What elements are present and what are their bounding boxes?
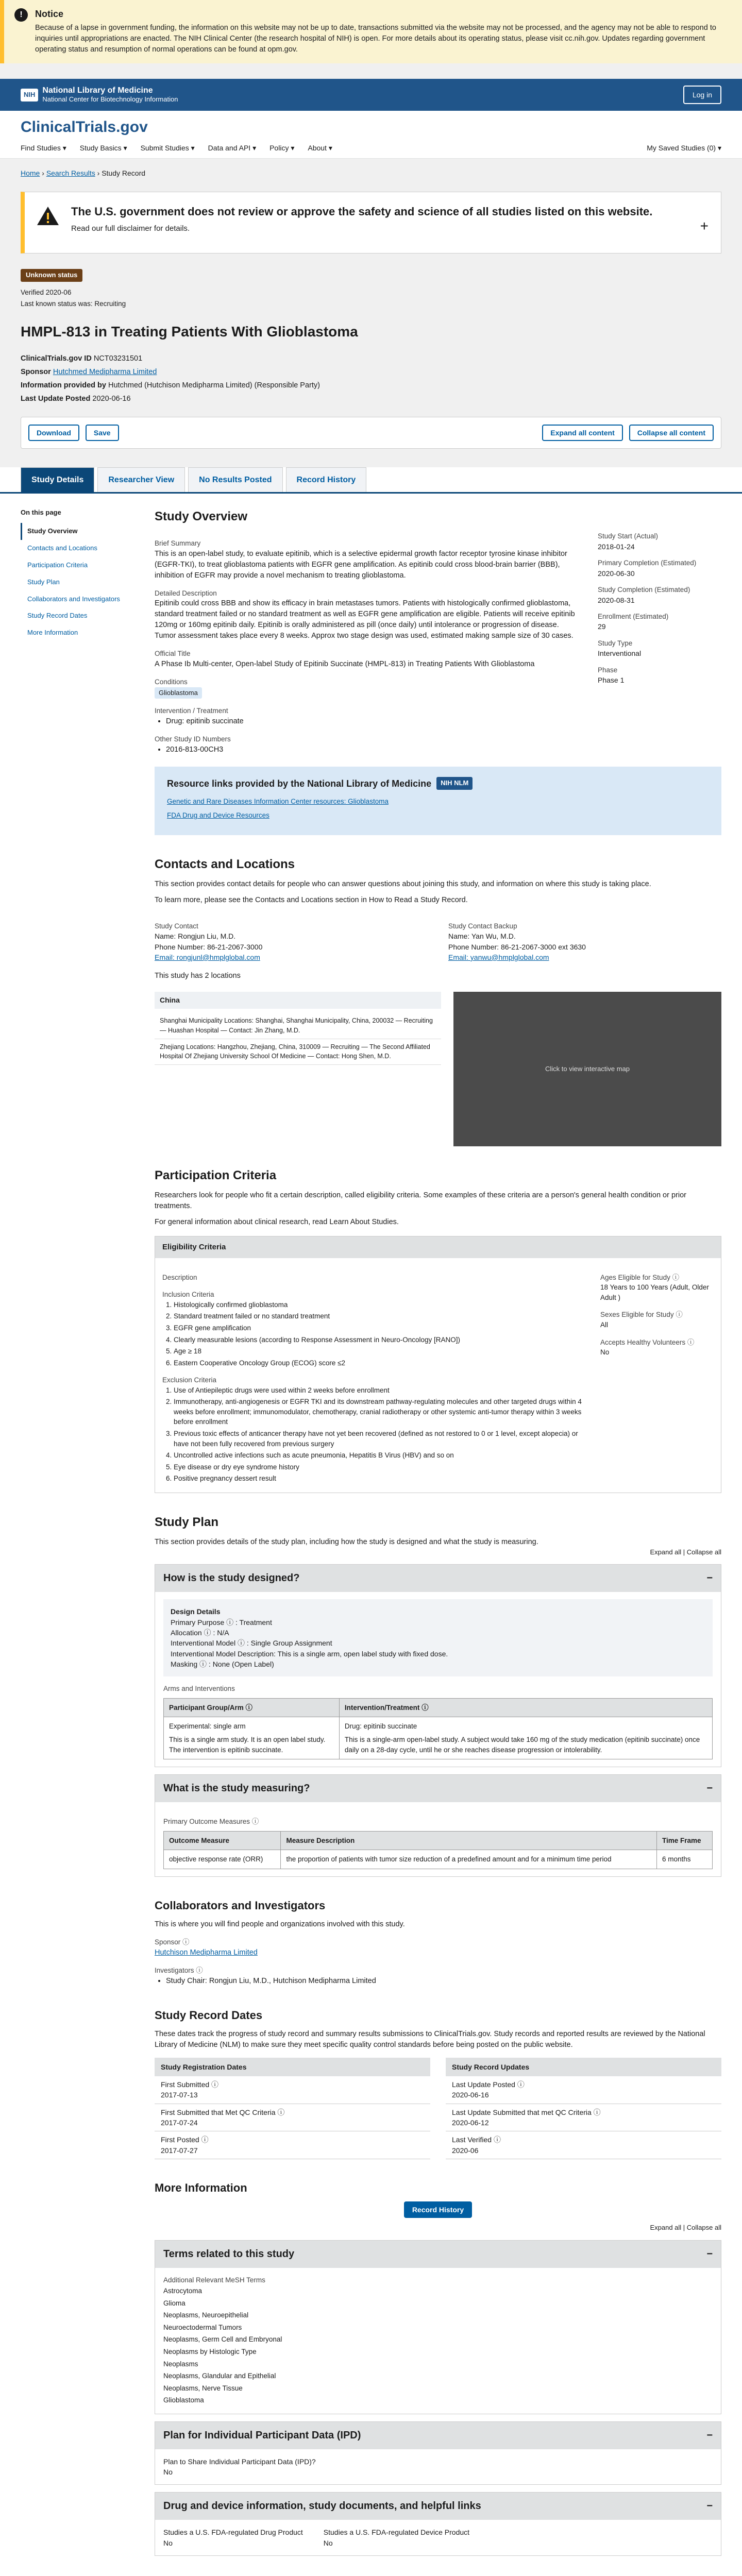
description-header: Measure Description [281, 1831, 657, 1850]
update-dates [446, 2058, 721, 2159]
last-update-value: 2020-06-16 [92, 395, 131, 403]
expand-icon[interactable]: + [700, 218, 709, 234]
description-cell: the proportion of patients with tumor size reduction of a predefined amount and for a minimum time period [281, 1850, 657, 1869]
site-brand[interactable]: ClinicalTrials.gov [21, 118, 148, 136]
side-value: Interventional [598, 649, 642, 658]
saved-studies-link[interactable]: My Saved Studies (0) ▾ [647, 143, 721, 152]
intervention-label: Intervention / Treatment [155, 707, 228, 715]
fda-drug-value: No [163, 2538, 173, 2547]
list-item: 5. Eye disease or dry eye syndrome history [174, 1462, 585, 1472]
detailed-description: Epitinib could cross BBB and show its efficacy in brain metastases tumors. Patients with histologically confirmed glioblastoma, standard treatment failed or no standard treatment as well as EGFR gene amplification are eligible. Patients will receive epitinib 120mg or 160mg epitinib daily. Epitinib is orally administered as pill (once daily) until intolerance or progression of disease. Tumor assessment takes place every 8 weeks. Approx two stage design was used, estimated making sample size of 30 cases. [155, 599, 575, 640]
side-label: Phase [598, 666, 618, 674]
page-title: HMPL-813 in Treating Patients With Glioblastoma [21, 324, 358, 340]
info-value: Hutchmed (Hutchison Medipharma Limited) (Responsible Party) [108, 381, 320, 390]
design-details-title: Design Details [171, 1607, 221, 1616]
collab-sponsor-label: Sponsor ⓘ [155, 1938, 190, 1946]
list-item: Glioma [163, 2299, 185, 2307]
plan-expand-links[interactable]: Expand all | Collapse all [650, 1548, 721, 1556]
participation-criteria [155, 1167, 721, 1493]
list-item: Astrocytoma [163, 2287, 203, 2295]
breadcrumb-search[interactable]: Search Results [46, 168, 95, 177]
inclusion-list [162, 1300, 585, 1368]
detail-label: Detailed Description [155, 589, 217, 597]
record-tabs [0, 467, 742, 494]
study-overview [155, 508, 721, 835]
intervention-name: Drug: epitinib succinate [344, 1722, 417, 1731]
info-label: Information provided by [21, 381, 106, 390]
side-value: 2020-08-31 [598, 596, 635, 604]
date-value: 2017-07-24 [161, 2118, 198, 2127]
record-header [0, 253, 742, 405]
collapse-icon[interactable]: − [706, 2248, 713, 2260]
arms-header: Participant Group/Arm ⓘ [164, 1698, 340, 1717]
more-information [155, 2180, 721, 2556]
design-details [163, 1599, 713, 1676]
conditions-label: Conditions [155, 678, 188, 686]
intervention-item: • Drug: epitinib succinate [166, 716, 577, 727]
more-heading: More Information [155, 2181, 247, 2194]
contact-backup-name: Name: Yan Wu, M.D. [448, 932, 516, 941]
terms-question: Terms related to this study [163, 2248, 295, 2260]
disclaimer-alert [21, 192, 721, 253]
updates-title: Study Record Updates [446, 2058, 721, 2076]
ipd-value: No [163, 2468, 173, 2477]
official-title-label: Official Title [155, 650, 191, 658]
contact-backup-label: Study Contact Backup [448, 922, 517, 930]
criteria-intro: Researchers look for people who fit a certain description, called eligibility criteria. Some examples of these criteria are a person's general health condition or prior treatments. [155, 1191, 686, 1210]
list-item: 2. Immunotherapy, anti-angiogenesis or EGFR TKI and its downstream pathway-regulating molecules and other targeted drugs within 4 weeks before enrollment; immunomodulator, chemotherapy, cranial radiotherapy or other systemic anti-tumor therapy within 3 weeks before enrollment [174, 1397, 585, 1427]
expand-all-button[interactable]: Expand all content [542, 425, 622, 441]
collab-heading: Collaborators and Investigators [155, 1899, 326, 1912]
drug-accordion[interactable] [155, 2492, 721, 2556]
desc-label: Description [162, 1273, 197, 1281]
design-item: Interventional Model Description: This is a single arm, open label study with fixed dose. [171, 1649, 448, 1658]
terms-accordion[interactable] [155, 2240, 721, 2414]
last-update-label: Last Update Posted [21, 395, 91, 403]
fda-drug-label: Studies a U.S. FDA-regulated Drug Product [163, 2528, 303, 2537]
nct-id: NCT03231501 [93, 354, 143, 363]
contact-email[interactable]: Email: rongjunl@hmplglobal.com [155, 953, 260, 961]
list-item: Glioblastoma [163, 2396, 204, 2404]
arm-name: Experimental: single arm [169, 1722, 246, 1731]
timeframe-header: Time Frame [656, 1831, 712, 1850]
collab-intro: This is where you will find people and organizations involved with this study. [155, 1920, 405, 1928]
sponsor-link[interactable]: Hutchmed Medipharma Limited [53, 367, 157, 376]
eligibility-title: Eligibility Criteria [155, 1236, 721, 1258]
sponsor-label: Sponsor [21, 367, 51, 376]
list-item: Neoplasms, Neuroepithelial [163, 2311, 249, 2319]
breadcrumb-current: Study Record [102, 168, 146, 177]
overview-sidebar [598, 531, 721, 755]
date-label: Last Update Posted ⓘ [452, 2080, 525, 2089]
side-value: 2020-06-30 [598, 569, 635, 578]
contact-backup-phone: Phone Number: 86-21-2067-3000 ext 3630 [448, 942, 586, 951]
list-item: 1. Histologically confirmed glioblastoma [174, 1300, 585, 1310]
side-value: Phase 1 [598, 676, 625, 685]
brief-label: Brief Summary [155, 539, 201, 548]
registration-dates [155, 2058, 430, 2159]
condition-chip[interactable]: Glioblastoma [155, 687, 202, 699]
date-value: 2020-06-12 [452, 2118, 489, 2127]
verified-date: Verified 2020-06 [21, 289, 72, 297]
fda-device-label: Studies a U.S. FDA-regulated Device Product [323, 2528, 470, 2537]
known-status: Last known status was: Recruiting [21, 299, 126, 308]
list-item: Neoplasms [163, 2360, 198, 2368]
more-expand-links[interactable]: Expand all | Collapse all [650, 2223, 721, 2231]
nav-about[interactable]: About ▾ [308, 143, 332, 152]
side-label: Enrollment (Estimated) [598, 612, 669, 620]
official-title: A Phase Ib Multi-center, Open-label Study of Epitinib Succinate (HMPL-813) in Treating Patients With Glioblastoma [155, 660, 535, 669]
nih-badge: NIH [21, 89, 38, 101]
nav-plan[interactable]: Study Plan [27, 578, 60, 586]
sexes-label: Sexes Eligible for Study ⓘ [600, 1311, 683, 1319]
disclaimer-text: Read our full disclaimer for details. [71, 224, 190, 233]
action-bar [21, 417, 721, 449]
investigators-label: Investigators ⓘ [155, 1967, 203, 1975]
list-item: 4. Clearly measurable lesions (according to Response Assessment in Neuro-Oncology [RANO]) [174, 1335, 585, 1345]
nlm-subtitle: National Center for Biotechnology Information [42, 95, 178, 103]
list-item: Neoplasms, Nerve Tissue [163, 2384, 243, 2392]
measure-accordion[interactable] [155, 1774, 721, 1877]
measure-question: What is the study measuring? [163, 1783, 310, 1794]
resources-title: Resource links provided by the National Library of Medicine [167, 778, 432, 789]
contacts-learn: To learn more, please see the Contacts and Locations section in How to Read a Study Record. [155, 895, 468, 904]
mesh-list [163, 2285, 713, 2406]
nlm-resources [155, 767, 721, 835]
design-item: Interventional Model ⓘ : Single Group Assignment [171, 1639, 332, 1648]
table-row [164, 1850, 713, 1869]
exclusion-label: Exclusion Criteria [162, 1376, 217, 1384]
list-item: 6. Eastern Cooperative Oncology Group (ECOG) score ≤2 [174, 1358, 585, 1368]
location-list [155, 992, 441, 1146]
save-button[interactable]: Save [86, 425, 119, 441]
location-count: This study has 2 locations [155, 972, 241, 980]
date-label: First Submitted ⓘ [161, 2080, 219, 2089]
info-icon: ! [14, 8, 28, 22]
side-label: Primary Completion (Estimated) [598, 559, 697, 567]
side-label: Study Start (Actual) [598, 532, 659, 540]
nlm-title: National Library of Medicine [42, 86, 153, 95]
inclusion-label: Inclusion Criteria [162, 1291, 214, 1299]
other-id-label: Other Study ID Numbers [155, 735, 231, 743]
volunteers-value: No [600, 1348, 610, 1357]
outcome-header: Outcome Measure [164, 1831, 281, 1850]
table-row [164, 1717, 713, 1759]
eligibility-box [155, 1236, 721, 1493]
outcome-cell: objective response rate (ORR) [164, 1850, 281, 1869]
plan-intro: This section provides details of the study plan, including how the study is designed and what the study is measuring. [155, 1537, 538, 1546]
drug-question: Drug and device information, study documents, and helpful links [163, 2500, 481, 2512]
list-item: 1. Use of Antiepileptic drugs were used within 2 weeks before enrollment [174, 1385, 585, 1396]
sexes-value: All [600, 1320, 609, 1329]
collapse-icon[interactable]: − [706, 1572, 713, 1584]
warning-icon [36, 206, 60, 226]
dates-intro: These dates track the progress of study record and summary results submissions to ClinicalTrials.gov. Study records and reported results are reviewed by the National Library of Medicine (NLM) to make sure they meet specific quality control standards before being posted on the public website. [155, 2029, 705, 2049]
ages-value: 18 Years to 100 Years (Adult, Older Adult ) [600, 1283, 709, 1301]
breadcrumb-home[interactable]: Home [21, 168, 40, 177]
arm-description: This is a single arm study. It is an open label study. The intervention is epitinib succinate. [169, 1735, 326, 1754]
intervention-description: This is a single-arm open-label study. A subject would take 160 mg of the study medication (epitinib succinate) once daily on a 28-day cycle, until he or she reaches disease progression or intolerability. [344, 1735, 700, 1754]
nav-study-basics[interactable]: Study Basics ▾ [79, 143, 127, 152]
design-item: Masking ⓘ : None (Open Label) [171, 1659, 274, 1668]
top-nav [21, 139, 721, 158]
list-item: 5. Age ≥ 18 [174, 1346, 585, 1357]
criteria-learn: For general information about clinical research, read Learn About Studies. [155, 1217, 399, 1226]
study-plan [155, 1514, 721, 1877]
nav-policy[interactable]: Policy ▾ [269, 143, 295, 152]
nav-submit-studies[interactable]: Submit Studies ▾ [140, 143, 195, 152]
main-content [0, 494, 742, 2576]
dates-heading: Study Record Dates [155, 2008, 263, 2022]
exclusion-list [162, 1385, 585, 1484]
plan-heading: Study Plan [155, 1515, 219, 1529]
nav-contacts[interactable]: Contacts and Locations [27, 544, 97, 552]
brief-summary: This is an open-label study, to evaluate epitinib, which is a selective epidermal growth factor receptor tyrosine kinase inhibitor (EGFR-TKI), to treat glioblastoma patients with EGFR gene amplification. As epitinib could cross blood-brain barrier (BBB), inhibition of EGFR may provide a novel mechanism to treating glioblastoma. [155, 549, 567, 580]
contact-phone: Phone Number: 86-21-2067-3000 [155, 942, 263, 951]
primary-outcome-label: Primary Outcome Measures ⓘ [163, 1818, 259, 1826]
list-item: Zhejiang Locations: Hangzhou, Zhejiang, China, 310009 — Recruiting — The Second Affiliated Hospital Of Zhejiang University School Of Medicine — Contact: Hong Shen, M.D. [155, 1039, 441, 1065]
list-item: Neoplasms by Histologic Type [163, 2347, 257, 2355]
interventions-header: Intervention/Treatment ⓘ [339, 1698, 712, 1717]
contact-backup-email[interactable]: Email: yanwu@hmplglobal.com [448, 953, 549, 961]
location-map[interactable] [453, 992, 721, 1146]
list-item: 4. Uncontrolled active infections such as acute pneumonia, Hepatitis B Virus (HBV) and so on [174, 1450, 585, 1461]
side-value: 29 [598, 622, 606, 631]
ipd-question: Plan for Individual Participant Data (IPD) [163, 2429, 361, 2441]
list-item: 2. Standard treatment failed or no standard treatment [174, 1311, 585, 1321]
funding-notice [0, 0, 742, 63]
contact-card [155, 914, 428, 962]
design-item: Primary Purpose ⓘ : Treatment [171, 1618, 272, 1626]
tab-results[interactable]: No Results Posted [188, 467, 282, 492]
nlm-logo[interactable] [21, 86, 178, 103]
date-value: 2017-07-13 [161, 2091, 198, 2099]
notice-title: Notice [35, 9, 64, 19]
map-link[interactable]: Click to view interactive map [545, 1064, 630, 1073]
disclaimer-title: The U.S. government does not review or approve the safety and science of all studies listed on this website. [71, 205, 653, 218]
mesh-label: Additional Relevant MeSH Terms [163, 2276, 265, 2284]
design-accordion[interactable] [155, 1564, 721, 1767]
list-item: Neoplasms, Glandular and Epithelial [163, 2372, 276, 2380]
ipd-accordion[interactable] [155, 2421, 721, 2485]
list-item: 3. EGFR gene amplification [174, 1323, 585, 1333]
date-value: 2020-06 [452, 2146, 479, 2155]
collapse-icon[interactable]: − [706, 1783, 713, 1794]
contact-name: Name: Rongjun Liu, M.D. [155, 932, 236, 941]
collaborators [155, 1897, 721, 1987]
list-item: Neuroectodermal Tumors [163, 2323, 242, 2331]
nav-more-info[interactable]: More Information [27, 629, 78, 637]
page-nav-label: On this page [21, 509, 61, 517]
eligibility-sidebar [600, 1265, 714, 1485]
breadcrumb: Home › Search Results › Study Record [21, 168, 146, 177]
fda-link[interactable]: FDA Drug and Device Resources [167, 811, 269, 820]
contacts-locations [155, 856, 721, 1146]
record-dates [155, 2007, 721, 2159]
fda-device-value: No [323, 2538, 333, 2547]
login-button[interactable]: Log in [683, 86, 721, 104]
contacts-heading: Contacts and Locations [155, 857, 295, 871]
contacts-intro: This section provides contact details for people who can answer questions about joining this study, and information on where this study is taking place. [155, 879, 651, 888]
nav-collaborators[interactable]: Collaborators and Investigators [27, 595, 120, 603]
design-item: Allocation ⓘ : N/A [171, 1629, 229, 1637]
collapse-icon[interactable]: − [706, 2429, 713, 2441]
criteria-heading: Participation Criteria [155, 1168, 277, 1183]
nav-data-api[interactable]: Data and API ▾ [208, 143, 257, 152]
page-nav [21, 508, 139, 2576]
collapse-all-button[interactable]: Collapse all content [629, 425, 714, 441]
list-item: 3. Previous toxic effects of anticancer therapy have not yet been recovered (defined as not restored to 0 or 1 level, except alopecia) or have not been fully recovered from previous surgery [174, 1429, 585, 1449]
location-country: China [155, 992, 441, 1009]
arms-label: Arms and Interventions [163, 1685, 235, 1693]
nlm-header [0, 79, 742, 111]
notice-text: Because of a lapse in government funding, the information on this website may not be up to date, transactions submitted via the website may not be processed, and the agency may not be able to respond to inquiries until appropriations are enacted. The NIH Clinical Center (the research hospital of NIH) is open. For more details about its operating status, please visit cc.nih.gov. Updates regarding government operating status and resumption of normal operations can be found at opm.gov. [35, 24, 716, 54]
status-badge: Unknown status [21, 269, 82, 282]
collapse-icon[interactable]: − [706, 2500, 713, 2512]
registration-title: Study Registration Dates [155, 2058, 430, 2076]
date-value: 2017-07-27 [161, 2146, 198, 2155]
date-label: Last Update Submitted that met QC Criteria ⓘ [452, 2108, 601, 2116]
side-label: Study Type [598, 639, 633, 647]
overview-heading: Study Overview [155, 510, 248, 524]
tab-study-details[interactable]: Study Details [21, 467, 94, 492]
record-history-button[interactable]: Record History [404, 2201, 472, 2218]
nlm-logo-chip: NIH NLM [436, 777, 473, 790]
date-label: First Submitted that Met QC Criteria ⓘ [161, 2108, 285, 2116]
arms-table [163, 1698, 713, 1759]
side-value: 2018-01-24 [598, 542, 635, 551]
side-label: Study Completion (Estimated) [598, 585, 690, 594]
date-label: First Posted ⓘ [161, 2136, 209, 2144]
collab-sponsor[interactable]: Hutchison Medipharma Limited [155, 1948, 258, 1957]
outcome-table [163, 1831, 713, 1869]
investigator-item: • Study Chair: Rongjun Liu, M.D., Hutchison Medipharma Limited [166, 1976, 721, 1987]
nct-label: ClinicalTrials.gov ID [21, 354, 92, 363]
contact-label: Study Contact [155, 922, 198, 930]
nav-overview[interactable]: Study Overview [21, 523, 139, 540]
list-item: 6. Positive pregnancy dessert result [174, 1473, 585, 1484]
tab-record-history[interactable]: Record History [286, 467, 367, 492]
download-button[interactable]: Download [28, 425, 79, 441]
nav-dates[interactable]: Study Record Dates [27, 612, 88, 620]
nav-find-studies[interactable]: Find Studies ▾ [21, 143, 66, 152]
site-header [0, 111, 742, 159]
timeframe-cell: 6 months [656, 1850, 712, 1869]
list-item: Shanghai Municipality Locations: Shanghai, Shanghai Municipality, China, 200032 — Recruiting — Huashan Hospital — Contact: Jin Zhang, M.D. [155, 1013, 441, 1039]
ages-label: Ages Eligible for Study ⓘ [600, 1273, 680, 1281]
nav-criteria[interactable]: Participation Criteria [27, 561, 88, 569]
ipd-label: Plan to Share Individual Participant Data (IPD)? [163, 2457, 316, 2466]
other-id: • 2016-813-00CH3 [166, 744, 577, 755]
tab-researcher-view[interactable]: Researcher View [97, 467, 185, 492]
volunteers-label: Accepts Healthy Volunteers ⓘ [600, 1338, 695, 1346]
contact-backup-card [448, 914, 721, 962]
list-item: Neoplasms, Germ Cell and Embryonal [163, 2335, 282, 2344]
gard-link[interactable]: Genetic and Rare Diseases Information Center resources: Glioblastoma [167, 797, 389, 805]
design-question: How is the study designed? [163, 1572, 300, 1584]
date-value: 2020-06-16 [452, 2091, 489, 2099]
date-label: Last Verified ⓘ [452, 2136, 501, 2144]
